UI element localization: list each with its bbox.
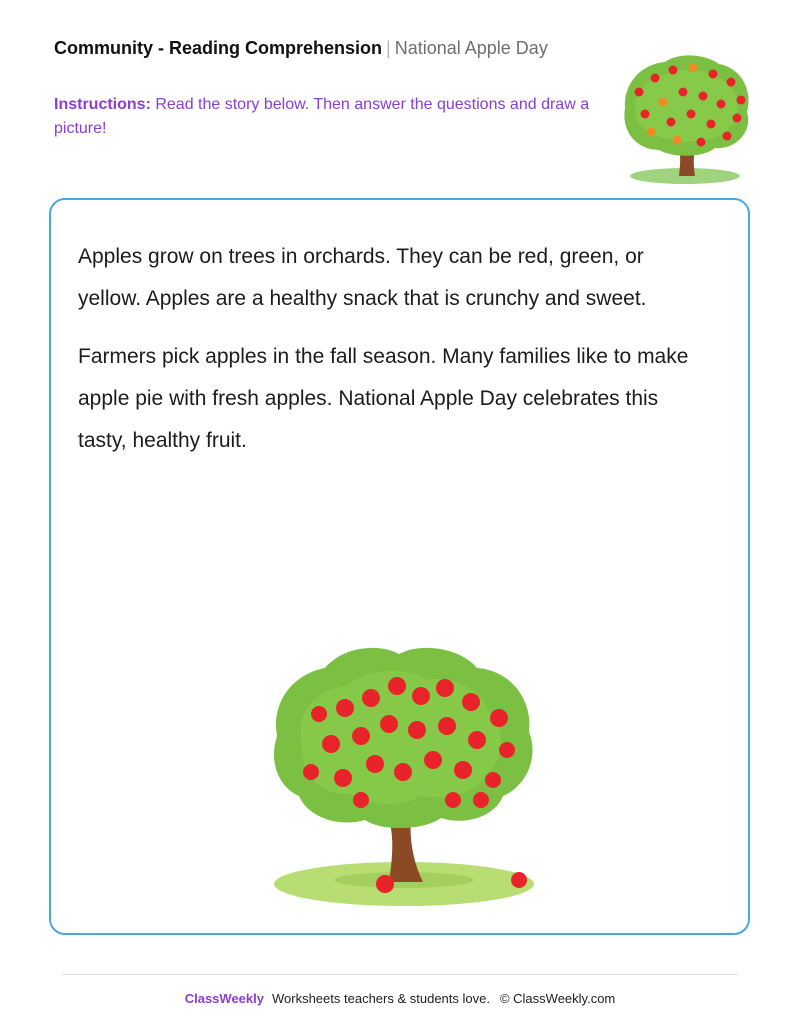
footer-divider xyxy=(62,974,738,975)
apple-dot xyxy=(651,74,660,83)
apple-dot xyxy=(641,110,650,119)
apple-dot xyxy=(667,118,676,127)
apple-dot xyxy=(733,114,742,123)
apple-dot xyxy=(679,88,688,97)
apple-dot xyxy=(709,70,718,79)
worksheet-title: Community - Reading Comprehension xyxy=(54,38,383,58)
apple-dot xyxy=(707,120,716,129)
apple-dot xyxy=(647,128,656,137)
worksheet-header xyxy=(54,36,614,60)
footer-brand: ClassWeekly xyxy=(184,991,264,1006)
apple-dot xyxy=(697,138,706,147)
apple-dot xyxy=(689,64,698,73)
title-separator: | xyxy=(386,38,391,58)
apple-dot xyxy=(669,66,678,75)
apple-tree-icon xyxy=(615,52,755,188)
apple-dot xyxy=(673,136,682,145)
worksheet-subtitle: National Apple Day xyxy=(394,38,548,58)
instructions-label: Instructions: xyxy=(54,96,151,113)
apple-dot xyxy=(635,88,644,97)
apple-dot xyxy=(727,78,736,87)
apple-dot xyxy=(699,92,708,101)
story-paragraph: Farmers pick apples in the fall season. Many families like to make apple pie with fresh apples. National Apple Day celebrates this tasty, healthy fruit. xyxy=(78,345,689,452)
story-paragraph: Apples grow on trees in orchards. They can be red, green, or yellow. Apples are a healthy snack that is crunchy and sweet. xyxy=(78,245,647,310)
apple-tree-illustration xyxy=(271,640,537,910)
footer-copyright: © ClassWeekly.com xyxy=(499,991,616,1006)
instructions-text: Read the story below. Then answer the questions and draw a picture! xyxy=(54,96,590,137)
instructions xyxy=(54,93,614,141)
apple-dot xyxy=(717,100,726,109)
apple-dot xyxy=(687,110,696,119)
story-box xyxy=(49,198,750,935)
apple-dot xyxy=(659,98,668,107)
footer-tagline: Worksheets teachers & students love. xyxy=(271,991,490,1006)
apple-dot xyxy=(737,96,746,105)
apple-dot xyxy=(723,132,732,141)
footer xyxy=(0,990,800,1008)
story-text xyxy=(78,236,698,478)
